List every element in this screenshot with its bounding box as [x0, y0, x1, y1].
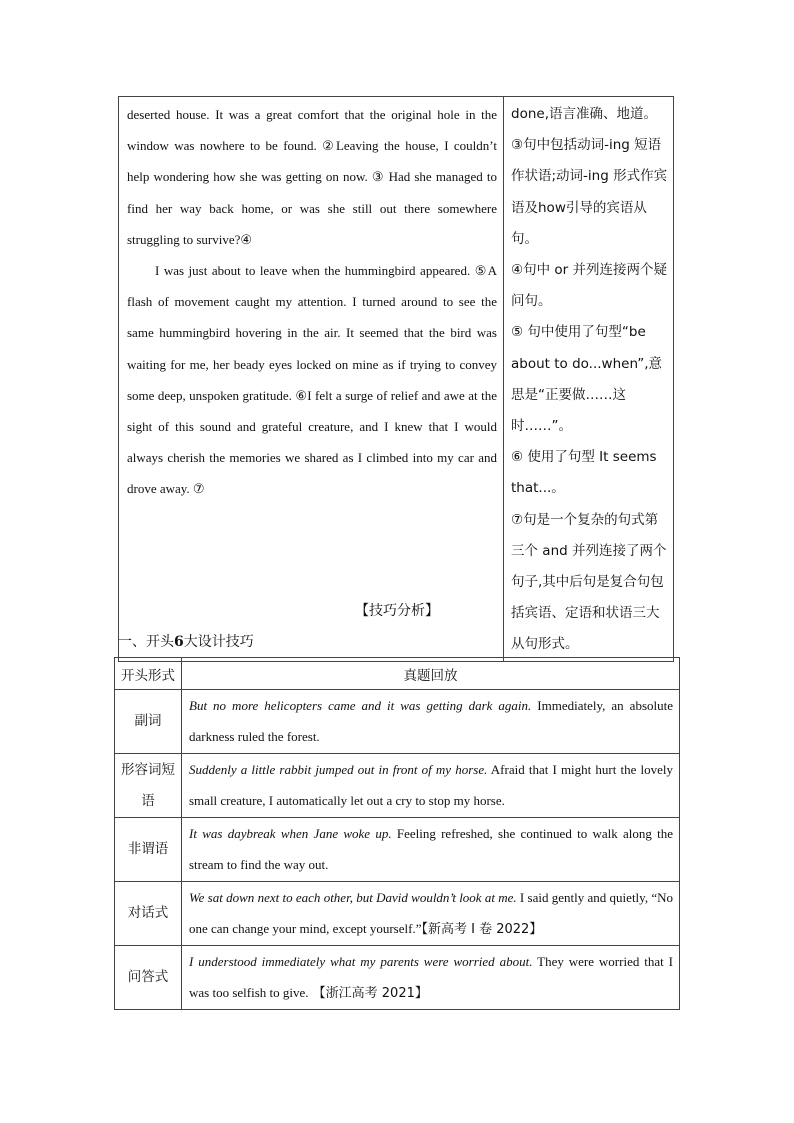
header-form: 开头形式 — [115, 658, 182, 690]
note-item: ③句中包括动词-ing 短语作状语;动词-ing 形式作宾语及how引导的宾语从句。 — [511, 137, 668, 247]
example-rest: I said gently and quietly, “No one can change your mind, except yourself.” — [189, 890, 673, 936]
passage-cell — [119, 97, 504, 662]
row-form: 对话式 — [115, 882, 182, 946]
row-example — [182, 690, 680, 754]
example-source: 【浙江高考 2021】 — [308, 986, 428, 1001]
row-form: 问答式 — [115, 946, 182, 1010]
example-rest: Feeling refreshed, she continued to walk along the stream to find the way out. — [189, 826, 674, 872]
row-form: 非谓语 — [115, 818, 182, 882]
note-item: done,语言准确、地道。 — [511, 106, 657, 122]
example-italic: It was daybreak when Jane woke up. — [189, 826, 392, 841]
row-example — [182, 882, 680, 946]
note-item: ④句中 or 并列连接两个疑问句。 — [511, 262, 667, 310]
openings-table — [114, 657, 680, 1010]
passage-paragraph-1: deserted house. It was a great comfort that the original hole in the window was nowhere to be found. ②Leaving the house, I couldn’t help wondering how she was getting on now. ③ Had she managed to find her way back home, or was she still out there somewhere struggling to survive?④ — [127, 107, 497, 247]
section-title: 【技巧分析】 — [355, 603, 439, 619]
row-example — [182, 946, 680, 1010]
table-row — [115, 946, 680, 1010]
row-form: 副词 — [115, 690, 182, 754]
table-row — [115, 690, 680, 754]
note-item: ⑥ 使用了句型 It seems that...。 — [511, 449, 657, 497]
notes-cell — [504, 97, 674, 662]
passage-paragraph-2: I was just about to leave when the hummingbird appeared. ⑤A flash of movement caught my attention. I turned around to see the same hummingbird hovering in the air. It seemed that the bird was waiting for me, her beady eyes locked on mine as if trying to convey some deep, unspoken gratitude. ⑥I felt a surge of relief and awe at the sight of this sound and grateful creature, and I knew that I would always cherish the memories we shared as I climbed into my car and drove away. ⑦ — [127, 263, 497, 497]
section-heading — [118, 631, 254, 653]
table-row — [115, 882, 680, 946]
example-italic: We sat down next to each other, but David wouldn’t look at me. — [189, 890, 517, 905]
table-row — [115, 818, 680, 882]
section-heading-number: 6 — [174, 634, 184, 650]
note-item: ⑤ 句中使用了句型“be about to do...when”,意思是“正要做……这时……”。 — [511, 324, 663, 435]
table-header-row — [115, 658, 680, 690]
example-rest: Afraid that I might hurt the lovely small creature, I automatically let out a cry to stop my horse. — [189, 762, 674, 808]
row-example — [182, 818, 680, 882]
row-example — [182, 754, 680, 818]
example-italic: I understood immediately what my parents were worried about. — [189, 954, 533, 969]
section-heading-prefix: 一、开头 — [118, 634, 174, 650]
example-rest: Immediately, an absolute darkness ruled the forest. — [189, 698, 673, 744]
example-italic: Suddenly a little rabbit jumped out in front of my horse. — [189, 762, 488, 777]
note-item: ⑦句是一个复杂的句式第三个 and 并列连接了两个句子,其中后句是复合句包括宾语、定语和状语三大从句形式。 — [511, 511, 667, 653]
passage-analysis-table — [118, 96, 674, 662]
table-row — [115, 754, 680, 818]
example-source: 【新高考 I 卷 2022】 — [421, 922, 543, 937]
example-rest: They were worried that I was too selfish to give. — [189, 954, 673, 1000]
header-examples: 真题回放 — [182, 658, 680, 690]
row-form: 形容词短语 — [115, 754, 182, 818]
section-heading-suffix: 大设计技巧 — [183, 634, 254, 650]
example-italic: But no more helicopters came and it was getting dark again. — [189, 698, 532, 713]
